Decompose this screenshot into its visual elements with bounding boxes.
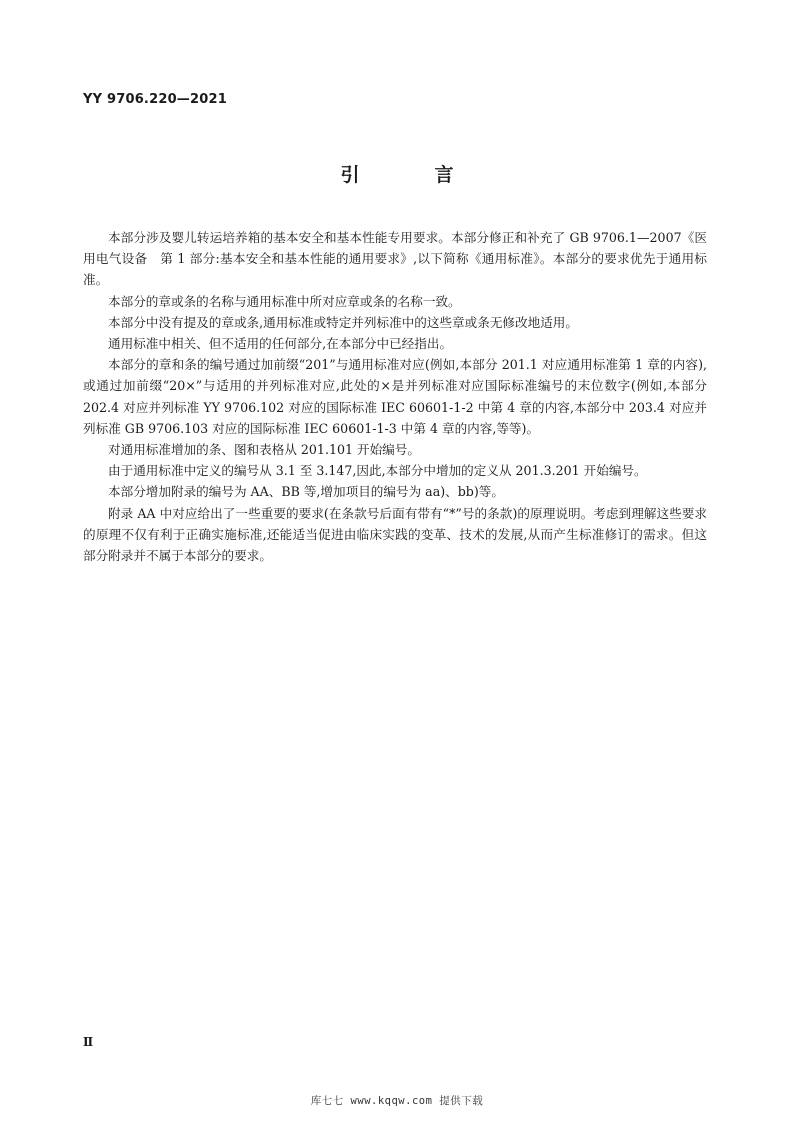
paragraph-definitions: 由于通用标准中定义的编号从 3.1 至 3.147,因此,本部分中增加的定义从 201.3.201 开始编号。 xyxy=(108,463,647,479)
page-title: 引 言 xyxy=(340,164,482,186)
paragraph-unmentioned-clauses: 本部分中没有提及的章或条,通用标准或特定并列标准中的这些章或条无修改地适用。 xyxy=(108,314,578,330)
download-footer: 库七七 www.kqqw.com 提供下载 xyxy=(310,1095,484,1107)
document-body xyxy=(83,227,707,566)
paragraph-not-applicable: 通用标准中相关、但不适用的任何部分,在本部分中已经指出。 xyxy=(108,336,453,352)
page-number: Ⅱ xyxy=(83,1035,94,1049)
paragraph-numbering: 本部分的章和条的编号通过加前缀“201”与通用标准对应(例如,本部分 201.1 对应通用标准第 1 章的内容),或通过加前缀“20×”与适用的并列标准对应,此处的×是并列标准对应国际标准编号的末位数字(例如,本部分 202.4 对应并列标准 YY 9706.102 对应的国际标准 IEC 60601-1-2 中第 4 章的内容,本部分中 203.4 对应并列标准 GB 9706.103 对应的国际标准 IEC 60601-1-3 中第 4 章的内容,等等)。 xyxy=(83,357,707,436)
paragraph-added-clauses: 对通用标准增加的条、图和表格从 201.101 开始编号。 xyxy=(108,442,420,458)
standard-code: YY 9706.220—2021 xyxy=(83,92,227,107)
paragraph-scope: 本部分涉及婴儿转运培养箱的基本安全和基本性能专用要求。本部分修正和补充了 GB 9706.1—2007《医用电气设备 第 1 部分:基本安全和基本性能的通用要求》,以下简称《通用标准》。本部分的要求优先于通用标准。 xyxy=(83,230,707,288)
paragraph-annex-numbering: 本部分增加附录的编号为 AA、BB 等,增加项目的编号为 aa)、bb)等。 xyxy=(108,484,504,500)
paragraph-clause-names: 本部分的章或条的名称与通用标准中所对应章或条的名称一致。 xyxy=(108,293,461,309)
paragraph-annex-aa: 附录 AA 中对应给出了一些重要的要求(在条款号后面有带有“*”号的条款)的原理说明。考虑到理解这些要求的原理不仅有利于正确实施标准,还能适当促进由临床实践的变革、技术的发展,从而产生标准修订的需求。但这部分附录并不属于本部分的要求。 xyxy=(83,505,707,564)
